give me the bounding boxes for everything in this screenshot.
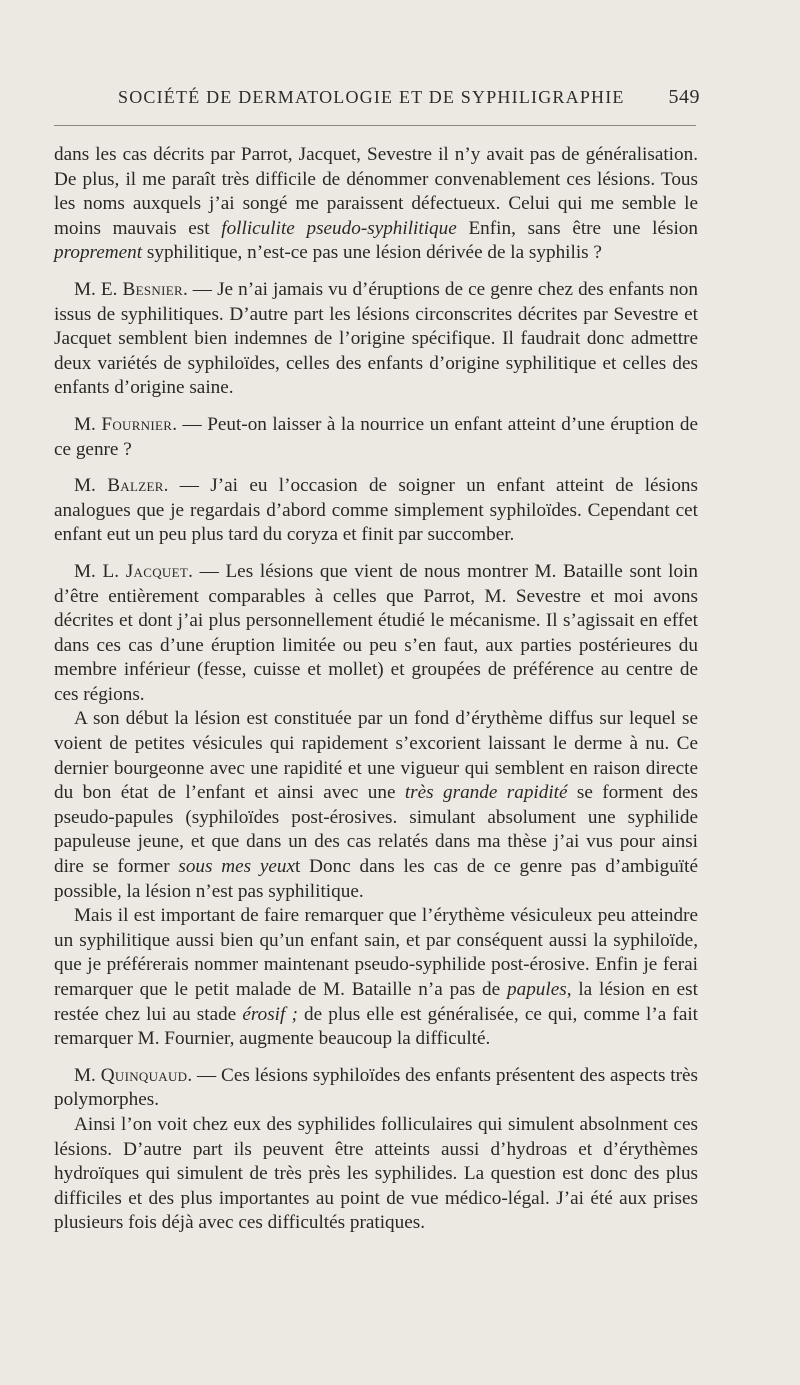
paragraph-continuation <box>54 143 698 266</box>
text-run: Ainsi l’on voit chez eux des syphilides folliculaires qui simulent absolnment ces lésions. D’autre part ils peuvent être atteints aussi d’hydroas et d’érythèmes hydroïques qui simulent de très près les syphilides. La question est donc des plus difficiles et des plus importantes au point de vue médico-légal. J’ai été aux prises plusieurs fois déjà avec ces difficultés pratiques. <box>54 1113 698 1234</box>
paragraph-jacquet <box>54 560 698 708</box>
speaker-prefix: M. <box>74 475 108 497</box>
italic-term: très grande rapidité <box>404 782 568 804</box>
text-run: A son début la lésion est constituée par un fond d’érythème diffus sur lequel se voient de petites vésicules qui rapidement s’excorient laissant le derme à nu. Ce dernier bourgeonne avec une rapidité et une vigueur qui semblent en raison directe du bon état de l’enfant et ainsi avec une <box>54 708 698 804</box>
text-run: . — Je n’ai jamais vu d’éruptions de ce genre chez des enfants non issus de syphilitiques. D’autre part les lésions circonscrites décrites par Sevestre et Jacquet semblent bien indemnes de l’origine spécifique. Il faudrait donc admettre deux variétés de syphiloïdes, celles des enfants d’origine syphilitique et celles des enfants d’origine saine. <box>54 278 698 399</box>
text-run: dans les cas décrits par Parrot, Jacquet, Sevestre il n’y avait pas de généralisation. De plus, il me paraît très difficile de dénommer convenablement ces lésions. Tous les noms auxquels j’ai songé me paraissent défectueux. Celui qui me semble le moins mauvais est <box>54 144 698 239</box>
speaker-name: Fournier <box>101 413 173 435</box>
running-header <box>118 86 700 109</box>
running-title: SOCIÉTÉ DE DERMATOLOGIE ET DE SYPHILIGRAPHIE <box>118 87 625 107</box>
paragraph-jacquet-3 <box>54 904 698 1052</box>
speaker-name: Jacquet <box>125 560 189 582</box>
italic-term: folliculite pseudo-syphilitique <box>221 217 457 239</box>
page-number: 549 <box>668 86 700 108</box>
header-rule <box>54 125 696 126</box>
text-run: , la lésion en est restée chez lui au stade <box>54 979 698 1025</box>
speaker-prefix: M. L. <box>74 560 126 582</box>
text-run: de plus elle est généralisée, ce qui, comme l’a fait remarquer M. Fournier, augmente beaucoup la difficulté. <box>54 1003 698 1050</box>
paragraph-quinquaud-2 <box>54 1113 698 1236</box>
text-run: . — J’ai eu l’occasion de soigner un enfant atteint de lésions analogues que je regardais d’abord comme simplement syphiloïdes. Cependant cet enfant eut un peu plus tard du coryza et finit par succomber. <box>54 475 698 546</box>
speaker-name: Besnier <box>122 278 183 300</box>
italic-term: proprement <box>54 242 143 264</box>
paragraph-quinquaud <box>54 1064 698 1113</box>
text-run: se forment des pseudo-papules (syphiloïdes post-érosives. simulant absolument une syphilide papuleuse jeune, et que dans un des cas relatés dans ma thèse j’ai vus pour ainsi dire se former <box>54 782 698 878</box>
speaker-prefix: M. <box>74 1064 101 1086</box>
page-body <box>54 143 698 1236</box>
text-run: . — Peut-on laisser à la nourrice un enfant atteint d’une éruption de ce genre ? <box>54 413 698 460</box>
paragraph-jacquet-2 <box>54 707 698 904</box>
italic-term: papules <box>507 979 567 1000</box>
italic-term: érosif ; <box>242 1003 298 1025</box>
text-run: Mais il est important de faire remarquer que l’érythème vésiculeux peu atteindre un syphilitique aussi bien qu’un enfant sain, et par conséquent aussi la syphiloïde, que je préférerais nommer maintenant pseudo-syphilide post-érosive. Enfin je ferai remarquer que le petit malade de M. Bataille n’a pas de <box>54 905 698 1000</box>
paragraph-besnier <box>54 278 698 401</box>
text-run: Enfin, sans être une lésion <box>456 217 698 239</box>
speaker-prefix: M. <box>74 413 102 435</box>
speaker-name: Quinquaud <box>100 1064 188 1086</box>
text-run: . — Ces lésions syphiloïdes des enfants présentent des aspects très polymorphes. <box>54 1064 699 1111</box>
text-run: . — Les lésions que vient de nous montrer M. Bataille sont loin d’être entièrement comparables à celles que Parrot, M. Sevestre et moi avons décrites et dont j’ai plus personnellement étudié le mécanisme. Il s’agissait en effet dans ces cas d’une éruption limitée ou peu s’en faut, aux parties postérieures du membre inférieur (fesse, cuisse et mollet) et groupées de préférence au centre de ces régions. <box>54 560 698 705</box>
paragraph-balzer <box>54 474 698 548</box>
text-run: t Donc dans les cas de ce genre pas d’ambiguïté possible, la lésion n’est pas syphilitique. <box>54 856 698 902</box>
text-run: syphilitique, n’est-ce pas une lésion dérivée de la syphilis ? <box>142 242 602 264</box>
speaker-name: Balzer <box>107 475 164 497</box>
paragraph-fournier <box>54 413 698 462</box>
italic-term: sous mes yeux <box>178 856 296 878</box>
speaker-prefix: M. E. <box>74 278 123 300</box>
